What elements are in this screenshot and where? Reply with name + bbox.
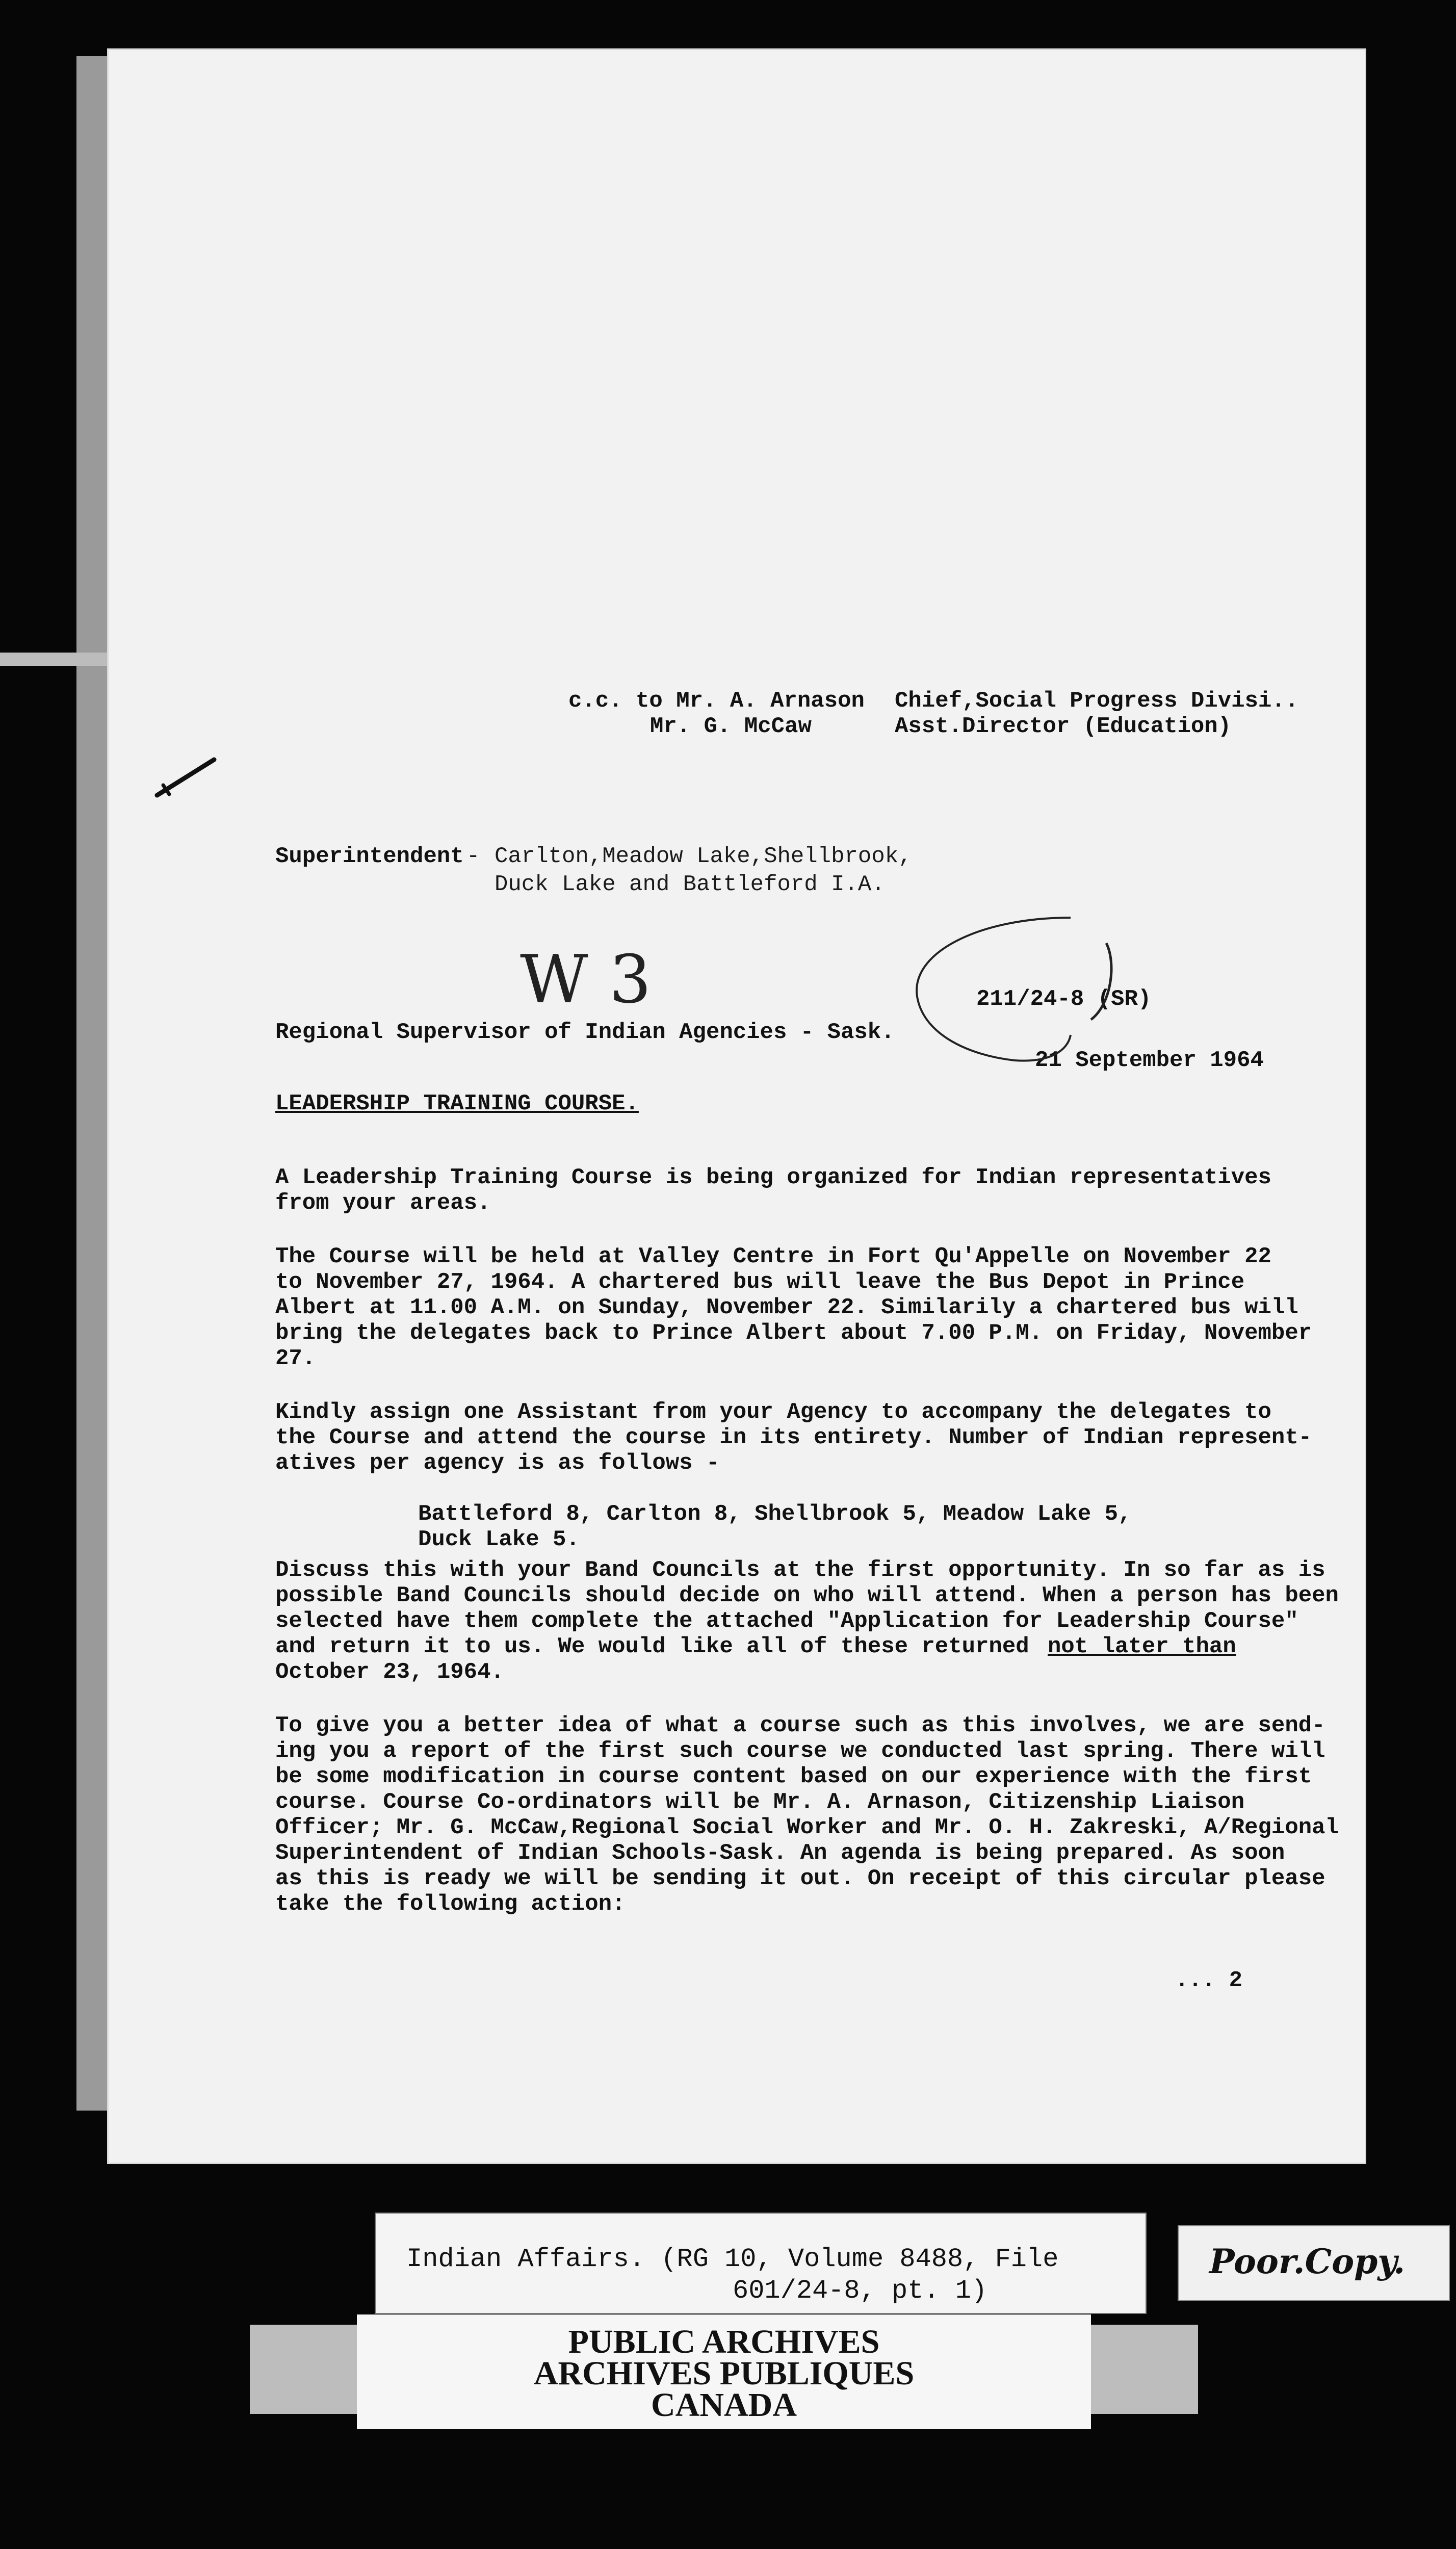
poor-copy-note [1178, 2225, 1450, 2301]
check-mark-icon [153, 755, 219, 800]
poor-copy-text: Poor.Copy. [1209, 2242, 1406, 2281]
page-continuation: ... 2 [1175, 1968, 1243, 1993]
para-2-line: Albert at 11.00 A.M. on Sunday, November 22. Similarily a chartered bus will [275, 1295, 1298, 1320]
cc-line-2-right: Asst.Director (Education) [895, 714, 1232, 739]
para-5-line: ing you a report of the first such course we conducted last spring. There will [275, 1738, 1325, 1764]
para-3-line: atives per agency is as follows - [275, 1450, 720, 1476]
film-frame-edge [76, 56, 107, 2111]
stamp-line-3: CANADA [651, 2386, 797, 2424]
handwritten-file-mark: W 3 [520, 941, 652, 1018]
para-5-line: as this is ready we will be sending it out. On receipt of this circular please [275, 1866, 1325, 1891]
agency-quota-line: Duck Lake 5. [418, 1527, 580, 1552]
para-3-line: Kindly assign one Assistant from your Agency to accompany the delegates to [275, 1399, 1271, 1425]
cc-line-1-left: c.c. to Mr. A. Arnason [568, 688, 865, 714]
para-4-line: selected have them complete the attached "Application for Leadership Course" [275, 1608, 1298, 1634]
cc-line-2-left: Mr. G. McCaw [650, 714, 812, 739]
sender: Regional Supervisor of Indian Agencies - Sask. [275, 1020, 895, 1045]
para-4-line: October 23, 1964. [275, 1659, 504, 1685]
stamp-line-1: PUBLIC ARCHIVES [568, 2323, 880, 2360]
handwritten-circle-icon [897, 907, 1183, 1071]
para-2-line: The Course will be held at Valley Centre in Fort Qu'Appelle on November 22 [275, 1244, 1271, 1269]
addressee-line-1: Carlton,Meadow Lake,Shellbrook, [495, 844, 912, 869]
archive-reference-line-1: Indian Affairs. (RG 10, Volume 8488, File [406, 2244, 1059, 2274]
para-5-line: take the following action: [275, 1891, 626, 1917]
addressee-dash: - [466, 844, 480, 869]
para-5-line: course. Course Co-ordinators will be Mr. A. Arnason, Citizenship Liaison [275, 1789, 1245, 1815]
para-4-line: and return it to us. We would like all of these returned [275, 1634, 1029, 1659]
letter-page [107, 48, 1366, 2164]
stamp-backing-right [1091, 2325, 1198, 2414]
para-5-line: Officer; Mr. G. McCaw,Regional Social Worker and Mr. O. H. Zakreski, A/Regional [275, 1815, 1339, 1840]
para-4-line: Discuss this with your Band Councils at the first opportunity. In so far as is [275, 1557, 1325, 1583]
addressee-label: Superintendent [275, 844, 464, 869]
public-archives-stamp [357, 2314, 1091, 2429]
para-1-line: A Leadership Training Course is being organized for Indian representatives [275, 1165, 1271, 1190]
para-4-line: possible Band Councils should decide on who will attend. When a person has been [275, 1583, 1339, 1608]
letter-date: 21 September 1964 [1035, 1048, 1264, 1073]
para-2-line: 27. [275, 1346, 316, 1371]
archive-reference-line-2: 601/24-8, pt. 1) [733, 2276, 987, 2306]
para-1-line: from your areas. [275, 1190, 491, 1216]
para-2-line: bring the delegates back to Prince Albert about 7.00 P.M. on Friday, November [275, 1320, 1312, 1346]
para-5-line: To give you a better idea of what a course such as this involves, we are send- [275, 1713, 1325, 1738]
archive-reference-label [375, 2213, 1147, 2314]
cc-line-1-right: Chief,Social Progress Divisi.. [895, 688, 1299, 714]
para-2-line: to November 27, 1964. A chartered bus will leave the Bus Depot in Prince [275, 1269, 1245, 1295]
addressee-line-2: Duck Lake and Battleford I.A. [495, 872, 885, 897]
para-5-line: be some modification in course content based on our experience with the first [275, 1764, 1312, 1789]
stamp-line-2: ARCHIVES PUBLIQUES [533, 2355, 915, 2392]
para-3-line: the Course and attend the course in its entirety. Number of Indian represent- [275, 1425, 1312, 1450]
deadline-underlined: not later than [1048, 1634, 1236, 1659]
para-5-line: Superintendent of Indian Schools-Sask. An agenda is being prepared. As soon [275, 1840, 1285, 1866]
subject-heading: LEADERSHIP TRAINING COURSE. [275, 1091, 639, 1116]
file-reference: 211/24-8 (SR) [976, 986, 1152, 1012]
stamp-backing-left [250, 2325, 357, 2414]
agency-quota-line: Battleford 8, Carlton 8, Shellbrook 5, Meadow Lake 5, [418, 1501, 1132, 1527]
